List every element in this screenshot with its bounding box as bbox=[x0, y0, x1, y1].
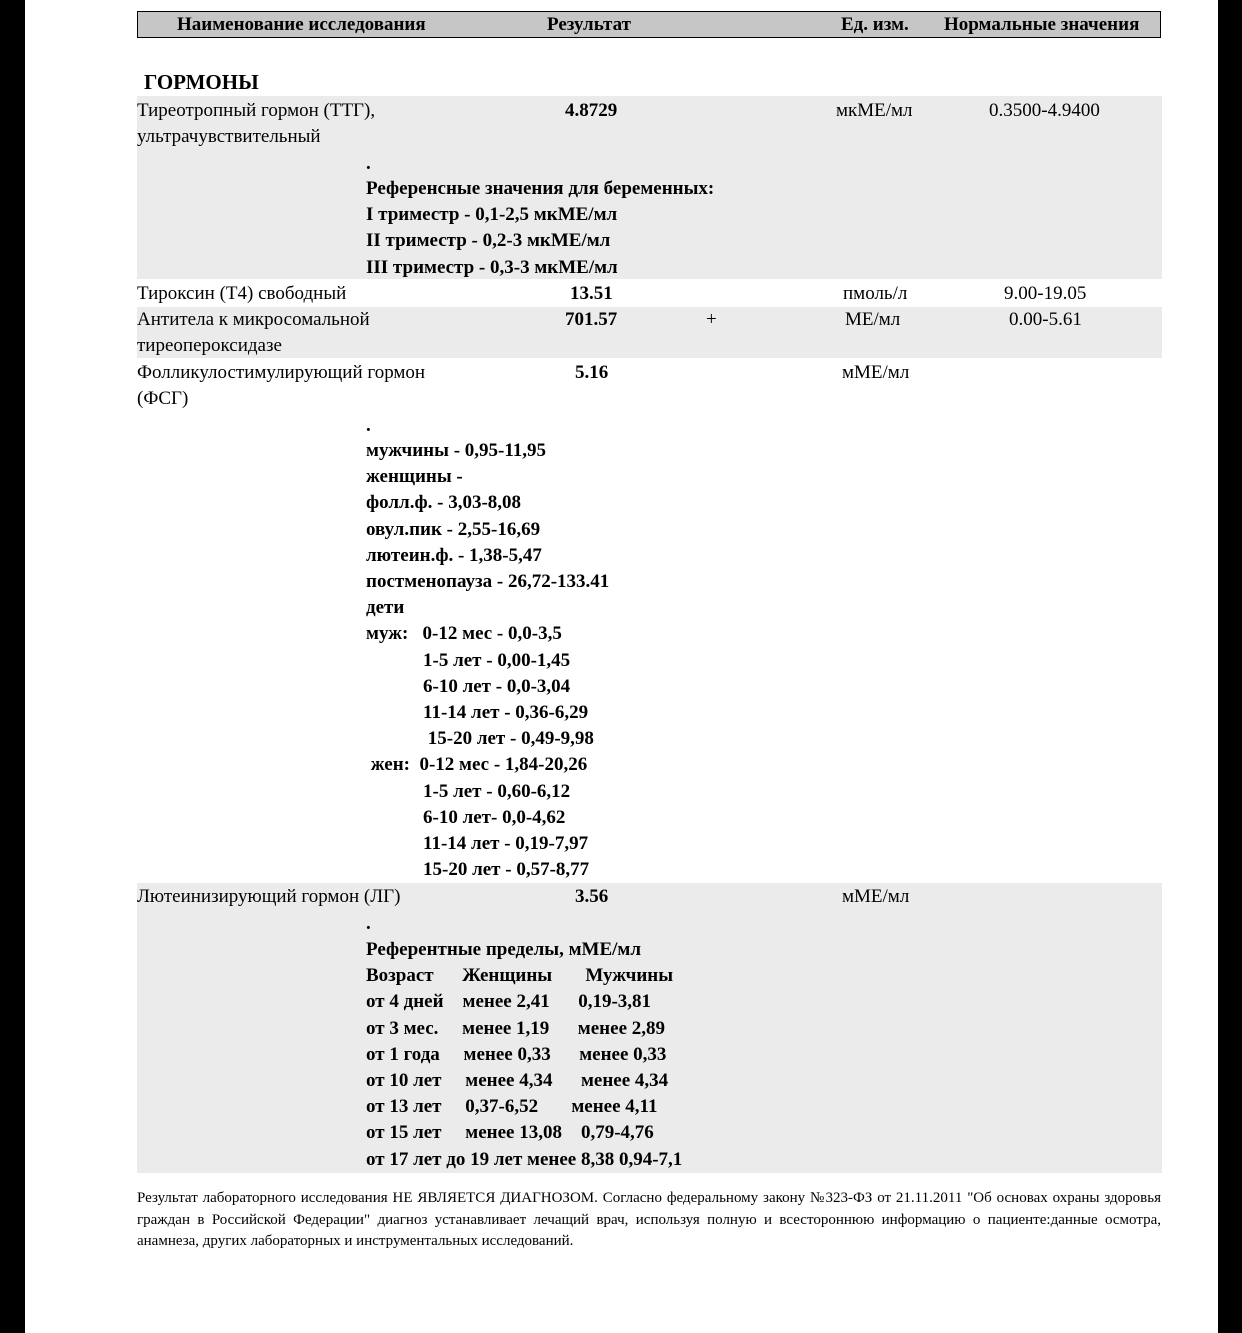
test-name: Лютеинизирующий гормон (ЛГ) bbox=[137, 886, 401, 907]
reference-line: мужчины - 0,95-11,95 bbox=[366, 440, 547, 461]
reference-text bbox=[366, 438, 609, 883]
test-unit: мкМЕ/мл bbox=[836, 100, 913, 121]
reference-line: от 1 года менее 0,33 менее 0,33 bbox=[366, 1043, 667, 1065]
reference-line: Референтные пределы, мМЕ/мл bbox=[366, 939, 642, 960]
reference-line: от 13 лет 0,37-6,52 менее 4,11 bbox=[366, 1096, 658, 1118]
test-name bbox=[137, 98, 375, 150]
reference-line: от 17 лет до 19 лет менее 8,38 0,94-7,1 bbox=[366, 1148, 683, 1170]
test-result: 701.57 bbox=[565, 309, 618, 330]
test-unit: пмоль/л bbox=[843, 283, 908, 304]
reference-line: Референсные значения для беременных: bbox=[366, 178, 715, 199]
reference-line: 11-14 лет - 0,36-6,29 bbox=[366, 702, 589, 724]
section-title: ГОРМОНЫ bbox=[144, 70, 259, 94]
test-unit: мМЕ/мл bbox=[842, 886, 910, 907]
test-result: 3.56 bbox=[575, 886, 609, 907]
report-page bbox=[25, 0, 1218, 1333]
test-name: Тироксин (Т4) свободный bbox=[137, 283, 347, 304]
reference-line: 1-5 лет - 0,60-6,12 bbox=[366, 780, 571, 802]
test-name-line1: Тиреотропный гормон (ТТГ), bbox=[137, 100, 376, 121]
reference-line: от 15 лет менее 13,08 0,79-4,76 bbox=[366, 1122, 654, 1144]
reference-line: дети bbox=[366, 597, 405, 619]
reference-line: женщины - bbox=[366, 466, 463, 488]
reference-text bbox=[366, 937, 682, 1173]
header-col-norm: Нормальные значения bbox=[944, 14, 1140, 35]
header-col-name: Наименование исследования bbox=[177, 14, 426, 35]
reference-line: муж: 0-12 мес - 0,0-3,5 bbox=[366, 623, 562, 645]
test-norm: 0.00-5.61 bbox=[1009, 309, 1082, 330]
test-name-line2: тиреопероксидазе bbox=[137, 335, 282, 356]
reference-line: лютеин.ф. - 1,38-5,47 bbox=[366, 544, 542, 566]
test-name-line1: Антитела к микросомальной bbox=[137, 309, 370, 330]
disclaimer-footnote: Результат лабораторного исследования НЕ ЯВЛЯЕТСЯ ДИАГНОЗОМ. Согласно федеральному закону №323-ФЗ от 21.11.2011 "Об основах охраны здоровья граждан в Российской Федерации" диагноз устанавливает лечащий врач, используя полную и всестороннюю информацию о пациенте:данные осмотра, анамнеза, других лабораторных и инструментальных исследований. bbox=[137, 1190, 1161, 1249]
test-name bbox=[137, 307, 370, 359]
reference-line: 15-20 лет - 0,57-8,77 bbox=[366, 859, 590, 881]
test-name-line2: ультрачувствительный bbox=[137, 126, 321, 147]
header-col-result: Результат bbox=[547, 14, 631, 35]
reference-line: от 10 лет менее 4,34 менее 4,34 bbox=[366, 1070, 669, 1092]
reference-line: Возраст Женщины Мужчины bbox=[366, 965, 674, 987]
header-col-unit: Ед. изм. bbox=[841, 14, 909, 35]
reference-dot: . bbox=[366, 153, 371, 174]
reference-line: жен: 0-12 мес - 1,84-20,26 bbox=[366, 754, 588, 776]
test-result: 4.8729 bbox=[565, 100, 618, 121]
reference-dot: . bbox=[366, 913, 371, 934]
test-unit: МЕ/мл bbox=[845, 309, 901, 330]
reference-line: 15-20 лет - 0,49-9,98 bbox=[366, 728, 594, 750]
test-result: 5.16 bbox=[575, 362, 609, 383]
reference-line: II триместр - 0,2-3 мкМЕ/мл bbox=[366, 230, 611, 252]
test-norm: 9.00-19.05 bbox=[1004, 283, 1087, 304]
test-name-line1: Фолликулостимулирующий гормон bbox=[137, 362, 426, 383]
reference-dot: . bbox=[366, 415, 371, 436]
reference-line: 11-14 лет - 0,19-7,97 bbox=[366, 833, 589, 855]
reference-line: I триместр - 0,1-2,5 мкМЕ/мл bbox=[366, 204, 618, 226]
reference-line: 6-10 лет- 0,0-4,62 bbox=[366, 806, 566, 828]
reference-line: фолл.ф. - 3,03-8,08 bbox=[366, 492, 522, 514]
reference-line: 1-5 лет - 0,00-1,45 bbox=[366, 649, 571, 671]
table-header bbox=[137, 11, 1161, 38]
reference-line: от 4 дней менее 2,41 0,19-3,81 bbox=[366, 991, 652, 1013]
abnormal-flag: + bbox=[706, 309, 717, 330]
reference-text bbox=[366, 176, 714, 281]
reference-line: 6-10 лет - 0,0-3,04 bbox=[366, 675, 571, 697]
reference-line: от 3 мес. менее 1,19 менее 2,89 bbox=[366, 1017, 665, 1039]
test-norm: 0.3500-4.9400 bbox=[989, 100, 1100, 121]
test-result: 13.51 bbox=[570, 283, 613, 304]
reference-line: III триместр - 0,3-3 мкМЕ/мл bbox=[366, 256, 618, 278]
test-name bbox=[137, 360, 425, 412]
reference-line: овул.пик - 2,55-16,69 bbox=[366, 518, 541, 540]
reference-line: постменопауза - 26,72-133.41 bbox=[366, 571, 610, 593]
test-unit: мМЕ/мл bbox=[842, 362, 910, 383]
test-name-line2: (ФСГ) bbox=[137, 388, 189, 409]
